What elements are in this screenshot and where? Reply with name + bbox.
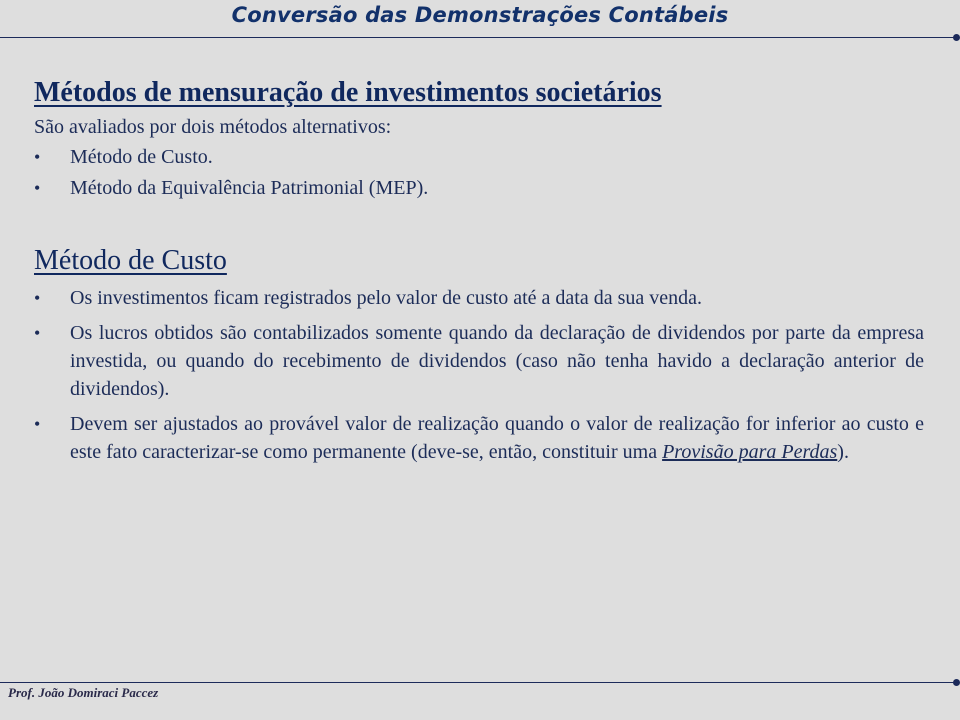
list-item-text-before: Devem ser ajustados ao provável valor de realização quando o valor de realização for inferior ao custo e este fato caracterizar-se como permanente (deve-se, então, constituir uma bbox=[70, 413, 924, 463]
bullet-icon: • bbox=[34, 323, 41, 343]
bullet-icon: • bbox=[34, 288, 41, 308]
section-heading-methods: Métodos de mensuração de investimentos societários bbox=[34, 77, 662, 108]
footer-divider-dot bbox=[953, 679, 960, 686]
footer-divider bbox=[0, 682, 955, 683]
slide-header-title: Conversão das Demonstrações Contábeis bbox=[231, 3, 729, 27]
footer-author: Prof. João Domiraci Paccez bbox=[8, 685, 159, 700]
list-item-text bbox=[70, 410, 924, 466]
provision-emphasis: Provisão para Perdas bbox=[662, 441, 838, 463]
list-item-text: Os investimentos ficam registrados pelo valor de custo até a data da sua venda. bbox=[70, 287, 703, 309]
header-divider-dot bbox=[953, 34, 960, 41]
list-item bbox=[34, 319, 924, 403]
bullet-icon: • bbox=[34, 147, 41, 167]
bullet-icon: • bbox=[34, 178, 41, 198]
list-item bbox=[34, 284, 924, 312]
list-item-text: Método de Custo. bbox=[70, 146, 213, 168]
cost-method-list bbox=[34, 284, 924, 466]
list-item-text: Os lucros obtidos são contabilizados somente quando da declaração de dividendos por parte da empresa investida, ou quando do recebimento de dividendos (caso não tenha havido a declaração anterior de dividendos). bbox=[70, 322, 924, 400]
section-intro: São avaliados por dois métodos alternativos: bbox=[34, 116, 392, 138]
bullet-icon: • bbox=[34, 414, 41, 434]
list-item-text: Método da Equivalência Patrimonial (MEP). bbox=[70, 177, 429, 199]
list-item bbox=[34, 174, 924, 202]
header-divider bbox=[0, 37, 955, 38]
list-item bbox=[34, 143, 924, 171]
slide-content bbox=[34, 72, 924, 466]
methods-list bbox=[34, 143, 924, 202]
list-item-text-after: ). bbox=[837, 441, 849, 463]
section-heading-cost-method: Método de Custo bbox=[34, 245, 227, 276]
list-item bbox=[34, 410, 924, 466]
